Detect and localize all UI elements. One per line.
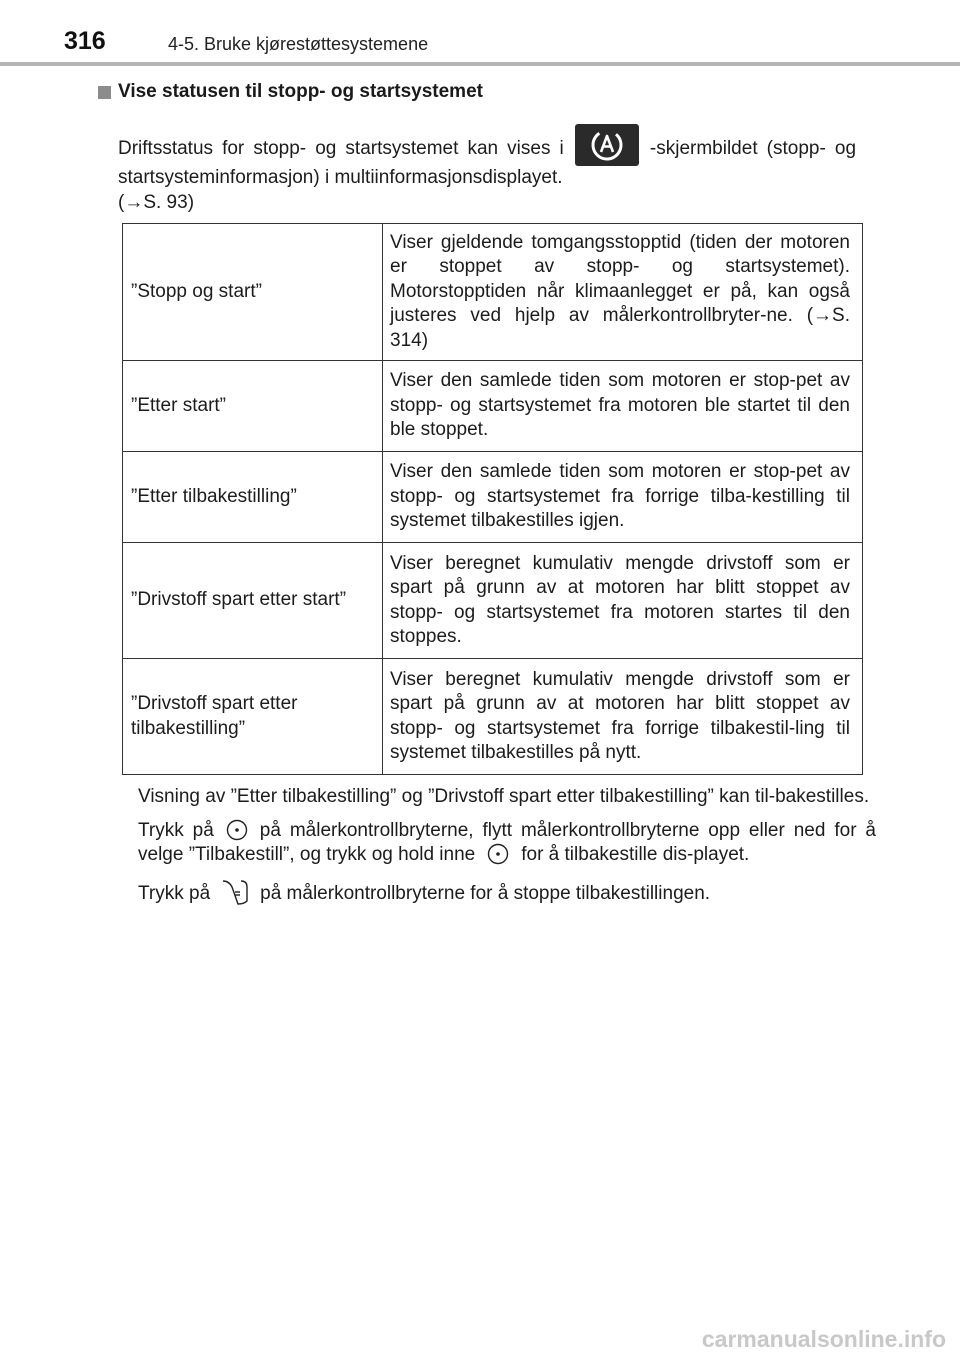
row-name: ”Stopp og start”: [123, 224, 383, 361]
square-bullet-icon: [98, 86, 111, 99]
row-description: Viser gjeldende tomgangsstopptid (tiden der motoren er stoppet av stopp- og startsystemet). Motorstopptiden når klimaanlegget er på, kan også justeres ved hjelp av målerkontrollbryter-ne. (→S. 314): [383, 224, 863, 361]
chapter-title: 4-5. Bruke kjørestøttesystemene: [168, 34, 429, 54]
section-stop-start-status: [98, 80, 878, 215]
enter-button-icon: [226, 819, 248, 841]
section-heading: [98, 80, 878, 104]
status-info-table: [122, 223, 863, 775]
row-description: Viser beregnet kumulativ mengde drivstoff som er spart på grunn av at motoren har blitt stoppet av stopp- og startsystemet fra forrige tilbakestil-ling til systemet tilbakestilles på nytt.: [383, 659, 863, 775]
table-row: [123, 543, 863, 659]
press-text-part3: for å tilbakestille dis-playet.: [521, 844, 750, 865]
back-button-icon: [220, 877, 250, 907]
page-header: [0, 0, 960, 64]
watermark-text: carmanualsonline.info: [701, 1326, 946, 1352]
stop-text-part2: på målerkontrollbryterne for å stoppe tilbakestillingen.: [260, 882, 711, 904]
row-description: Viser beregnet kumulativ mengde drivstoff som er spart på grunn av at motoren har blitt stoppet av stopp- og startsystemet fra motoren startes til den stoppes.: [383, 543, 863, 659]
row-name: ”Etter start”: [123, 361, 383, 452]
press-text-part2: på målerkontrollbryterne, flytt målerkontrollbryterne opp eller ned for å velge ”Tilbakestill”, og trykk og hold inne: [138, 819, 876, 865]
header-divider: [0, 62, 960, 66]
row-name: ”Drivstoff spart etter tilbakestilling”: [123, 659, 383, 775]
intro-text-part1: Driftsstatus for stopp- og startsystemet kan vises i: [118, 138, 564, 159]
stop-start-screen-icon: [575, 124, 639, 166]
row-description: Viser den samlede tiden som motoren er stop-pet av stopp- og startsystemet fra motoren ble startet til den ble stoppet.: [383, 361, 863, 452]
row-name: ”Etter tilbakestilling”: [123, 452, 383, 543]
section-heading-text: Vise statusen til stopp- og startsystemet: [118, 81, 483, 102]
enter-button-icon: [487, 843, 509, 865]
stop-reset-paragraph: [138, 877, 876, 907]
row-description: Viser den samlede tiden som motoren er stop-pet av stopp- og startsystemet fra forrige tilba-kestilling til systemet tilbakestilles igjen.: [383, 452, 863, 543]
notes-block: [138, 785, 876, 916]
table-row: [123, 361, 863, 452]
table-row: [123, 224, 863, 361]
table-row: [123, 452, 863, 543]
row-name: ”Drivstoff spart etter start”: [123, 543, 383, 659]
intro-paragraph: [118, 124, 856, 215]
reset-instructions-paragraph: [138, 819, 876, 868]
table-row: [123, 659, 863, 775]
press-text-part1: Trykk på: [138, 819, 214, 841]
page-number: 316: [64, 27, 106, 55]
reset-info-paragraph: Visning av ”Etter tilbakestilling” og ”Drivstoff spart etter tilbakestilling” kan til-bakestilles.: [138, 786, 870, 807]
intro-page-reference: (→S. 93): [118, 191, 195, 213]
intro-text-part2: -skjermbildet (stopp- og startsysteminformasjon) i multiinformasjonsdisplayet.: [118, 138, 857, 188]
stop-text-part1: Trykk på: [138, 882, 211, 904]
